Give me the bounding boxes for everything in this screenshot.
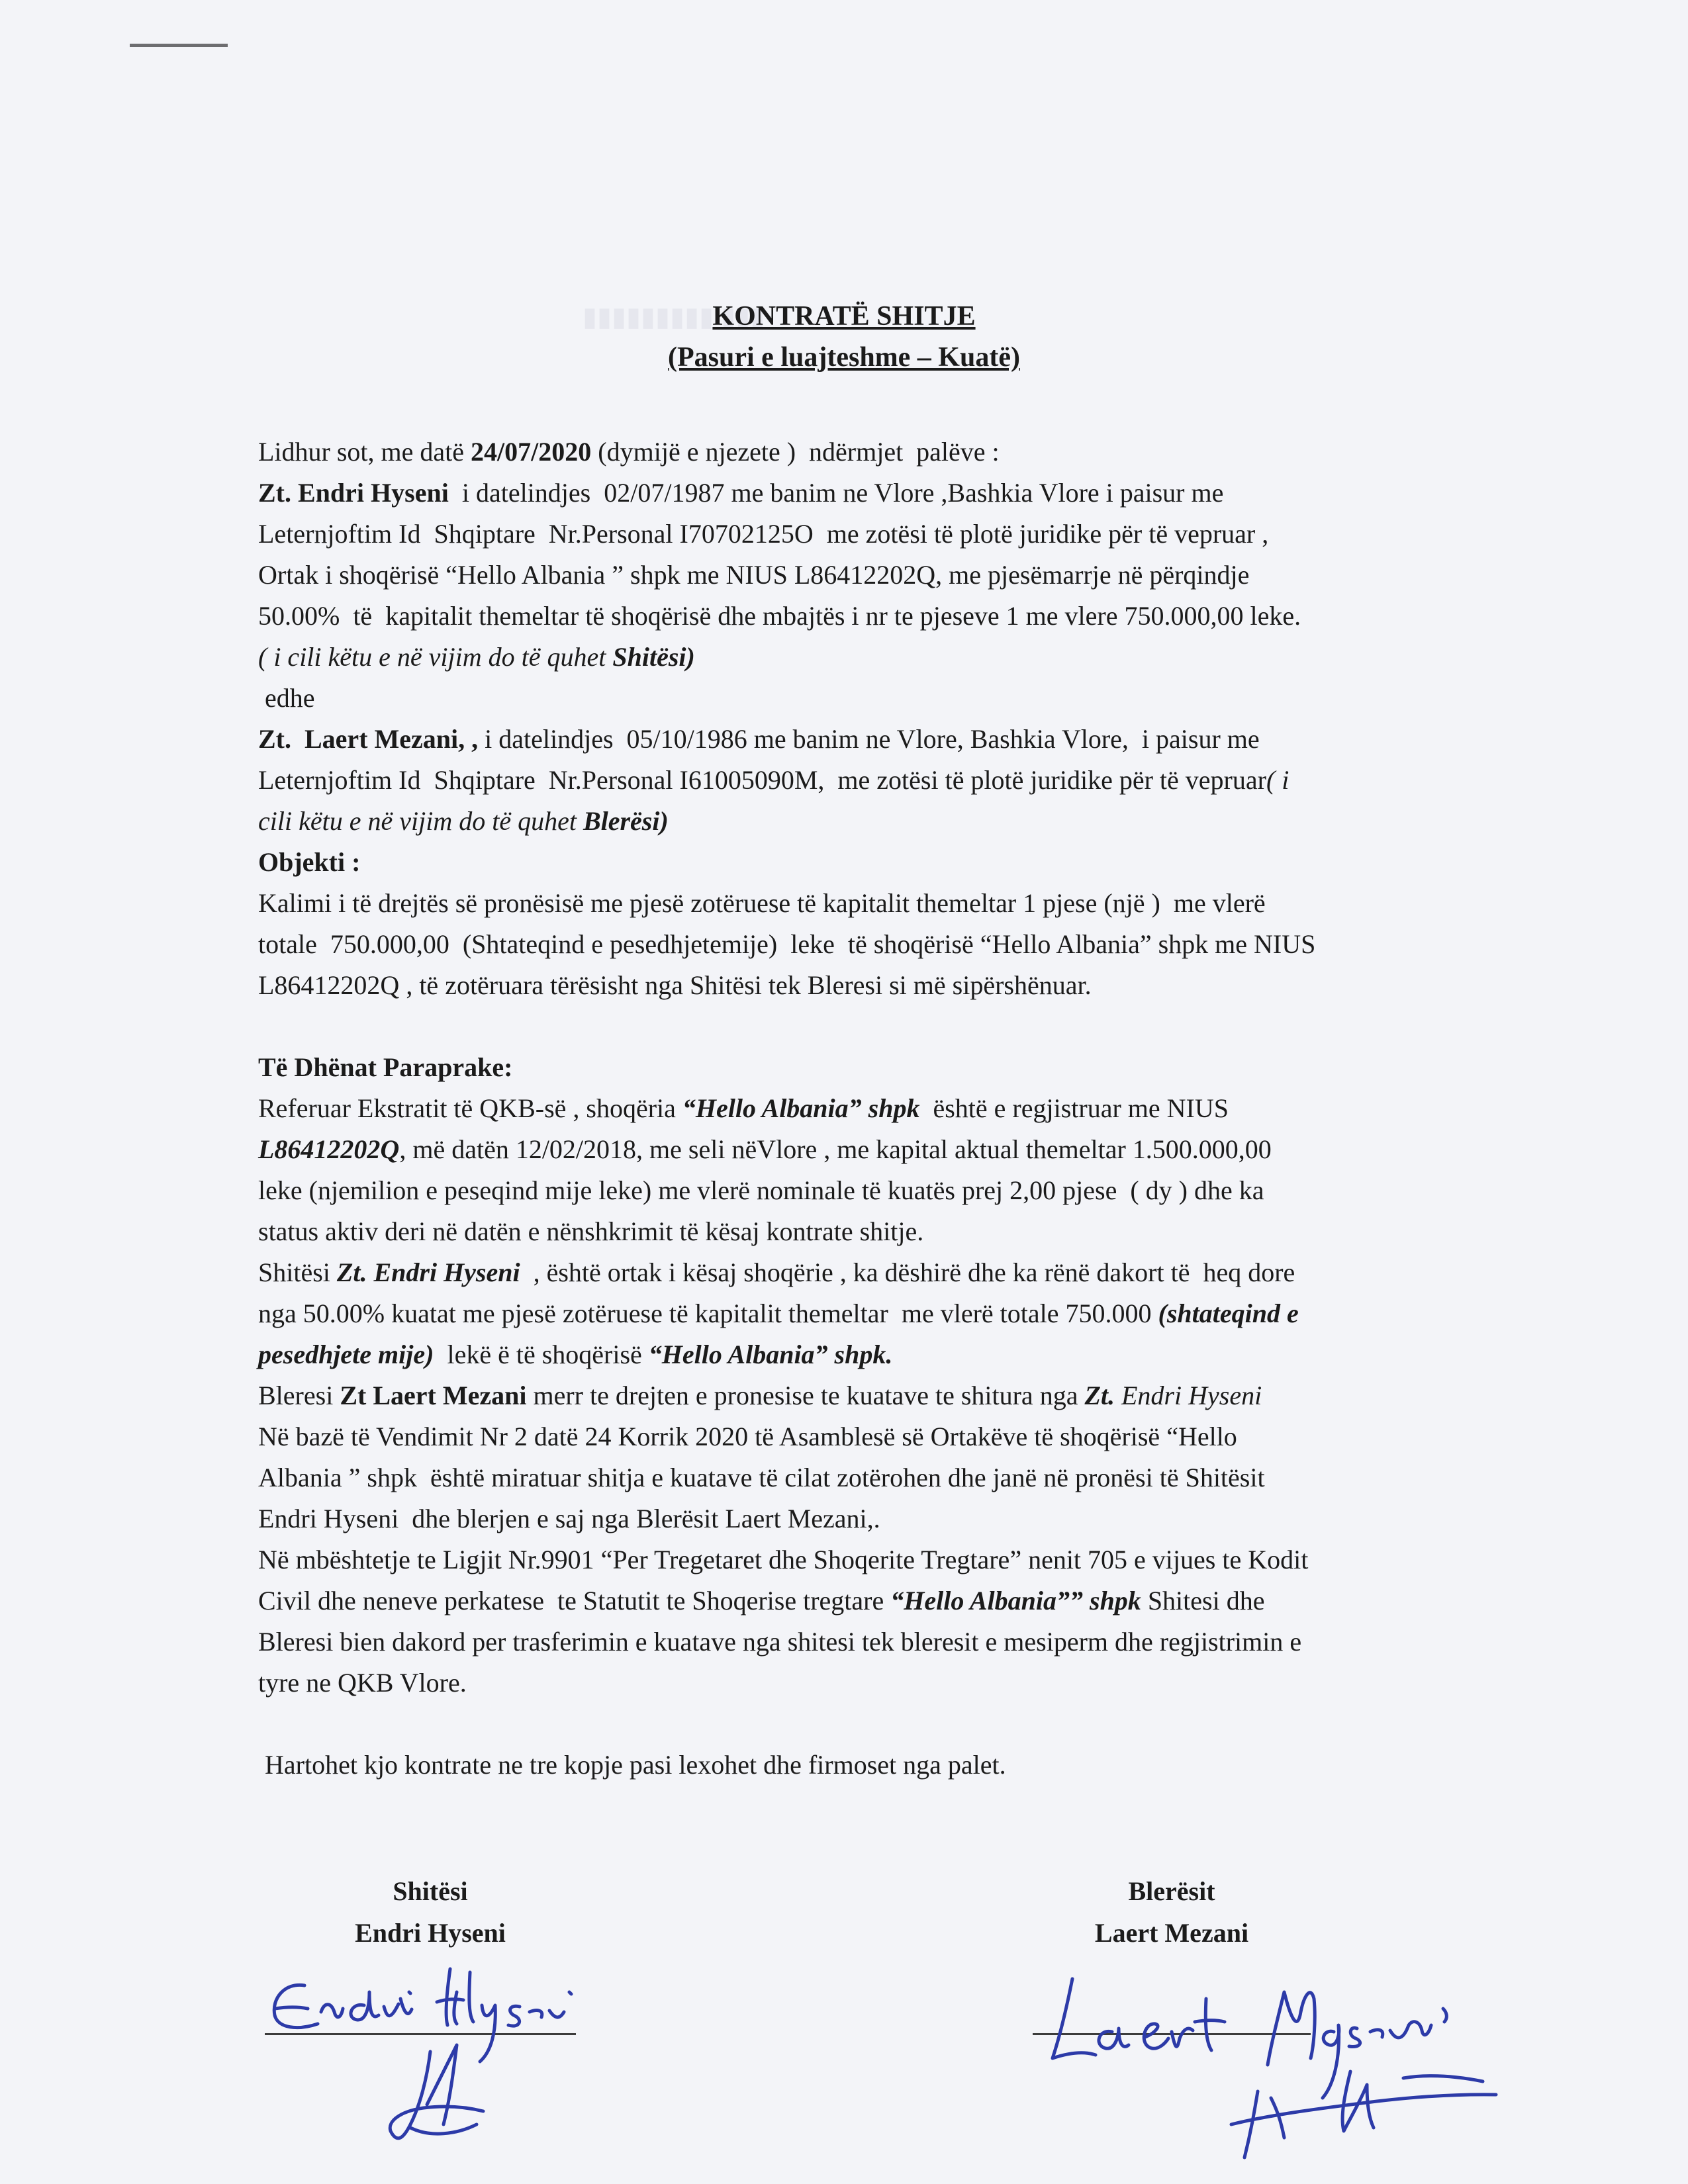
paraprake-line-14: Bleresi bien dakord per trasferimin e kuatave nga shitesi tek bleresit e mesiperm dhe regjistrimin e <box>258 1627 1302 1657</box>
buyer-signature-block <box>1059 1876 1284 1948</box>
buyer-role-line: cili këtu e në vijim do të quhet Blerësi) <box>258 806 669 836</box>
objekti-line-1: Kalimi i të drejtës së pronësisë me pjesë zotëruese të kapitalit themeltar 1 pjese (një ) me vlerë <box>258 888 1266 918</box>
buyer-name: Zt. Laert Mezani, , <box>258 724 479 754</box>
document-title: KONTRATË SHITJE <box>712 301 976 332</box>
paraprake-line-11: Endri Hyseni dhe blerjen e saj nga Blerësit Laert Mezani,. <box>258 1504 880 1533</box>
objekti-heading: Objekti : <box>258 847 361 877</box>
seller-signature-block <box>318 1876 543 1948</box>
paraprake-line-15: tyre ne QKB Vlore. <box>258 1668 467 1698</box>
paraprake-line-13: Civil dhe neneve perkatese te Statutit te Shoqerise tregtare “Hello Albania”” shpk Shitesi dhe <box>258 1586 1265 1615</box>
buyer-role-label: Blerësit <box>1128 1876 1215 1906</box>
paraprake-line-7: pesedhjete mije) lekë ë të shoqërisë “Hello Albania” shpk. <box>258 1340 893 1369</box>
paraprake-line-12: Në mbështetje te Ligjit Nr.9901 “Per Tregetaret dhe Shoqerite Tregtare” nenit 705 e vijues te Kodit <box>258 1545 1309 1574</box>
spacer <box>258 1704 1503 1745</box>
spacer <box>258 1006 1503 1047</box>
seller-handwritten-signature <box>258 1946 669 2164</box>
paraprake-heading: Të Dhënat Paraprake: <box>258 1052 513 1082</box>
contract-date: 24/07/2020 <box>471 437 592 467</box>
seller-line-4: 50.00% të kapitalit themeltar të shoqërisë dhe mbajtës i nr te pjeseve 1 me vlere 750.000,00 leke. <box>258 601 1301 631</box>
document-subtitle: (Pasuri e luajteshme – Kuatë) <box>668 342 1020 373</box>
seller-line-2: Leternjoftim Id Shqiptare Nr.Personal I70702125O me zotësi të plotë juridike për të vepruar , <box>258 519 1269 549</box>
buyer-name-label: Laert Mezani <box>1094 1918 1249 1948</box>
buyer-line-2: Leternjoftim Id Shqiptare Nr.Personal I61005090M, me zotësi të plotë juridike për të vepruar( i <box>258 765 1289 795</box>
show-through-ghost: ▮▮▮▮▮▮▮▮▮ ▮▮▮ <box>583 302 765 332</box>
contract-body <box>258 432 1503 1786</box>
seller-name-label: Endri Hyseni <box>355 1918 506 1948</box>
paraprake-line-9: Në bazë të Vendimit Nr 2 datë 24 Korrik 2020 të Asamblesë së Ortakëve të shoqërisë “Hello <box>258 1422 1237 1451</box>
edhe-line: edhe <box>258 683 315 713</box>
paraprake-line-3: leke (njemilion e peseqind mije leke) me vlerë nominale të kuatës prej 2,00 pjese ( dy ) dhe ka <box>258 1175 1264 1205</box>
buyer-line-1: Zt. Laert Mezani, , i datelindjes 05/10/1986 me banim ne Vlore, Bashkia Vlore, i paisur me <box>258 724 1260 754</box>
corner-mark <box>130 44 228 47</box>
paraprake-line-8: Bleresi Zt Laert Mezani merr te drejten e pronesise te kuatave te shitura nga Zt. Endri Hyseni <box>258 1381 1262 1410</box>
buyer-handwritten-signature <box>1033 1959 1523 2171</box>
seller-name: Zt. Endri Hyseni <box>258 478 455 508</box>
seller-role-line: ( i cili këtu e në vijim do të quhet Shitësi) <box>258 642 695 672</box>
objekti-line-3: L86412202Q , të zotëruara tërësisht nga Shitësi tek Bleresi si më sipërshënuar. <box>258 970 1092 1000</box>
seller-line-3: Ortak i shoqërisë “Hello Albania ” shpk me NIUS L86412202Q, me pjesëmarrje në përqindje <box>258 560 1250 590</box>
paraprake-line-5: Shitësi Zt. Endri Hyseni , është ortak i kësaj shoqërie , ka dëshirë dhe ka rënë dakort të heq dore <box>258 1257 1295 1287</box>
seller-role-label: Shitësi <box>393 1876 468 1906</box>
seller-line-1: Zt. Endri Hyseni i datelindjes 02/07/1987 me banim ne Vlore ,Bashkia Vlore i paisur me <box>258 478 1224 508</box>
paraprake-line-2: L86412202Q, më datën 12/02/2018, me seli nëVlore , me kapital aktual themeltar 1.500.000,00 <box>258 1134 1272 1164</box>
paraprake-line-4: status aktiv deri në datën e nënshkrimit të kësaj kontrate shitje. <box>258 1216 924 1246</box>
objekti-line-2: totale 750.000,00 (Shtateqind e pesedhjetemije) leke të shoqërisë “Hello Albania” shpk me NIUS <box>258 929 1316 959</box>
paraprake-line-1: Referuar Ekstratit të QKB-së , shoqëria “Hello Albania” shpk është e regjistruar me NIUS <box>258 1093 1229 1123</box>
paraprake-line-6: nga 50.00% kuatat me pjesë zotëruese të kapitalit themeltar me vlerë totale 750.000 (shtateqind e <box>258 1298 1299 1328</box>
intro-line: Lidhur sot, me datë 24/07/2020 (dymijë e njezete ) ndërmjet palëve : <box>258 437 1000 467</box>
closing-line: Hartohet kjo kontrate ne tre kopje pasi lexohet dhe firmoset nga palet. <box>258 1750 1006 1780</box>
paraprake-line-10: Albania ” shpk është miratuar shitja e kuatave të cilat zotërohen dhe janë në pronësi të Shitësit <box>258 1463 1265 1492</box>
